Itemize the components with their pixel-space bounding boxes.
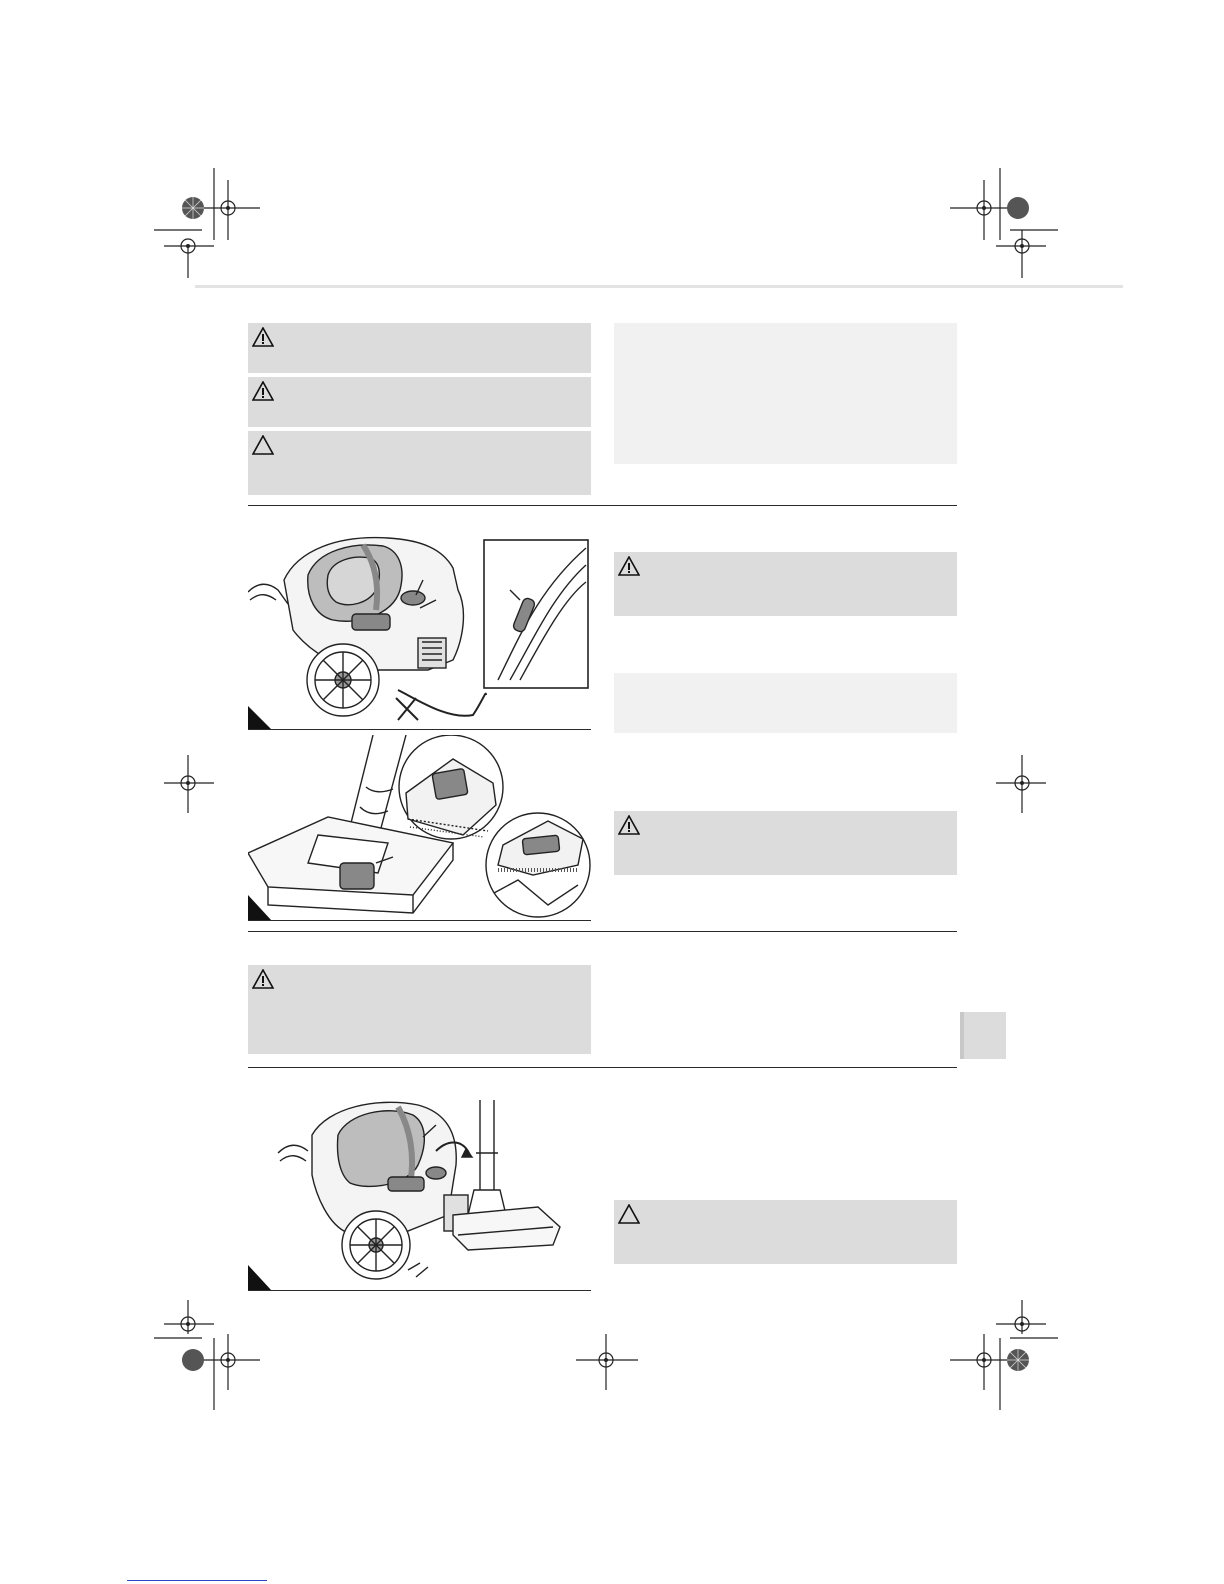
warning-triangle-icon bbox=[618, 556, 640, 576]
caution-panel-1 bbox=[248, 431, 591, 495]
page-top-rule bbox=[195, 285, 1123, 288]
footer-link-underline[interactable] bbox=[127, 1580, 267, 1581]
figure-2-baseline bbox=[248, 920, 591, 921]
section-divider-1 bbox=[248, 505, 957, 506]
warning-panel-1 bbox=[248, 323, 591, 373]
info-panel-1 bbox=[614, 323, 957, 464]
warning-panel-3 bbox=[614, 552, 957, 616]
figure-1-baseline bbox=[248, 729, 591, 730]
warning-panel-4 bbox=[614, 811, 957, 875]
warning-triangle-icon bbox=[252, 381, 274, 401]
section-divider-3 bbox=[248, 1067, 957, 1068]
warning-triangle-icon bbox=[252, 969, 274, 989]
printer-marks-top bbox=[150, 160, 1070, 290]
caution-panel-2 bbox=[614, 1200, 957, 1264]
warning-triangle-icon bbox=[618, 815, 640, 835]
vacuum-parking-figure bbox=[248, 1095, 591, 1291]
vacuum-cord-figure bbox=[248, 520, 591, 730]
section-divider-2 bbox=[248, 931, 957, 932]
info-panel-2 bbox=[614, 673, 957, 733]
printer-marks-bottom bbox=[150, 1290, 1070, 1420]
warning-panel-5 bbox=[248, 965, 591, 1054]
caution-triangle-icon bbox=[252, 435, 274, 455]
warning-triangle-icon bbox=[252, 327, 274, 347]
printer-marks-middle bbox=[160, 755, 1060, 815]
side-tab-marker bbox=[960, 1012, 1006, 1059]
warning-panel-2 bbox=[248, 377, 591, 427]
caution-triangle-icon bbox=[618, 1204, 640, 1224]
